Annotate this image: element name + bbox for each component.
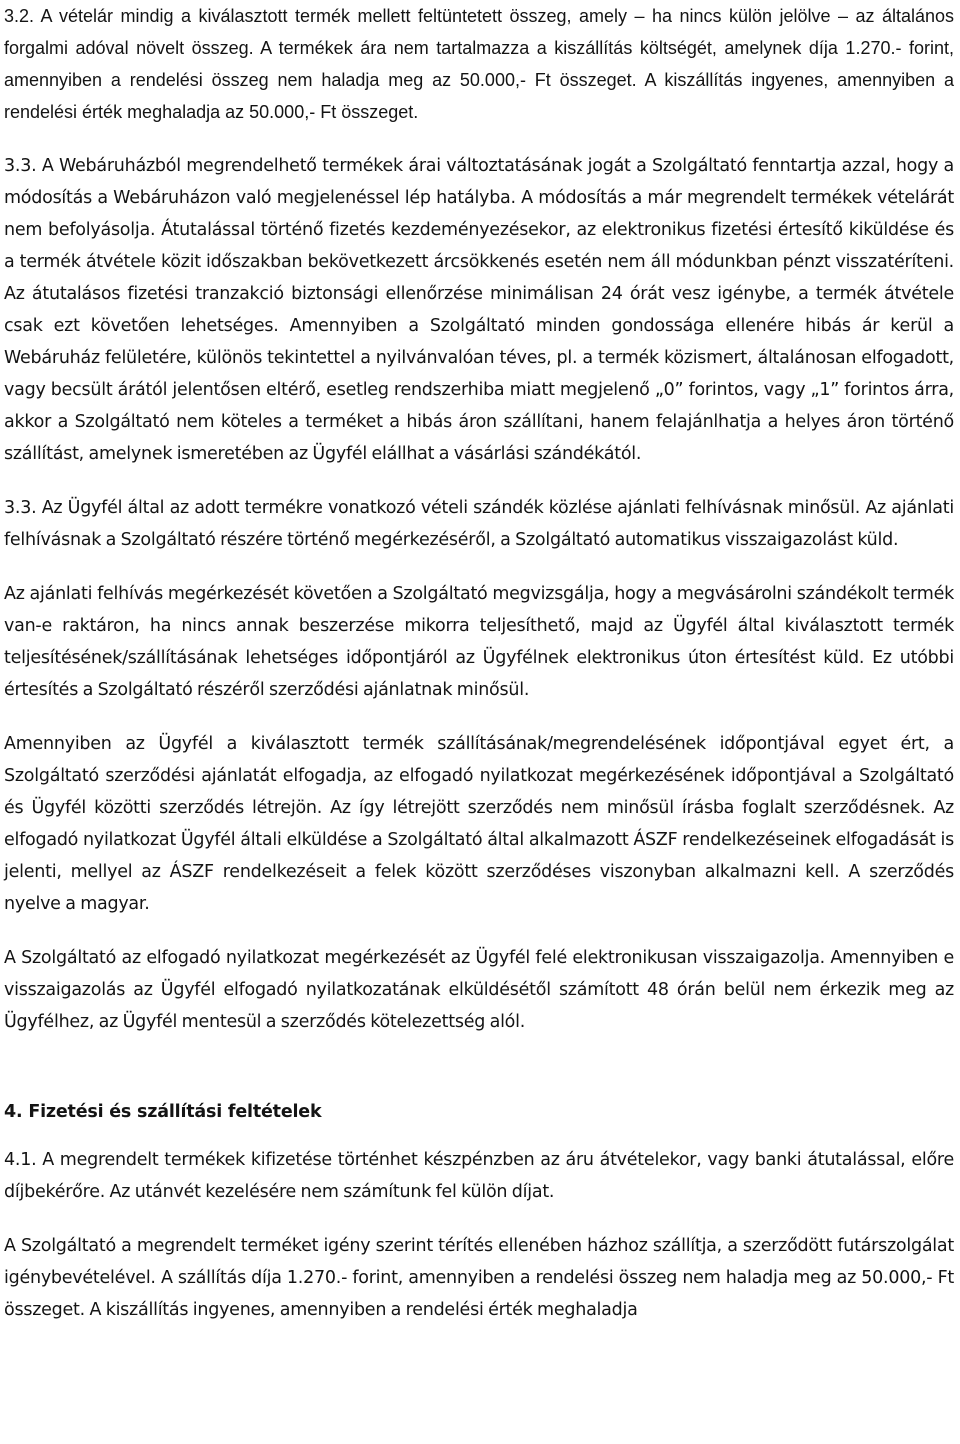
document-page [4, 0, 954, 1326]
paragraph-4-1: 4.1. A megrendelt termékek kifizetése történhet készpénzben az áru átvételekor, vagy banki átutalással, előre díjbekérőre. Az utánvét kezelésére nem számítunk fel külön díjat. [4, 1150, 954, 1202]
paragraph-offer-check: Az ajánlati felhívás megérkezését követően a Szolgáltató megvizsgálja, hogy a megvásárolni szándékolt termék van-e raktáron, ha nincs annak beszerzése mikorra teljesíthető, majd az Ügyfél által kiválasztott termék teljesítésének/szállításának lehetséges időpontjáról az Ügyfélnek elektronikus úton értesítést küld. Ez utóbbi értesítés a Szolgáltató részéről szerződési ajánlatnak minősül. [4, 584, 954, 700]
section-heading-4: 4. Fizetési és szállítási feltételek [4, 1102, 322, 1122]
paragraph-3-2: 3.2. A vételár mindig a kiválasztott termék mellett feltüntetett összeg, amely – ha nincs külön jelölve – az általános forgalmi adóval növelt összeg. A termékek ára nem tartalmazza a kiszállítás költségét, amelynek díja 1.270.- forint, amennyiben a rendelési összeg nem haladja meg az 50.000,- Ft összeget. A kiszállítás ingyenes, amennyiben a rendelési érték meghaladja az 50.000,- Ft összeget. [4, 6, 954, 122]
paragraph-confirmation: A Szolgáltató az elfogadó nyilatkozat megérkezését az Ügyfél felé elektronikusan visszaigazolja. Amennyiben e visszaigazolás az Ügyfél elfogadó nyilatkozatának elküldésétől számított 48 órán belül nem érkezik meg az Ügyfélhez, az Ügyfél mentesül a szerződés kötelezettség alól. [4, 948, 954, 1032]
paragraph-contract-acceptance: Amennyiben az Ügyfél a kiválasztott termék szállításának/megrendelésének időpontjával egyet ért, a Szolgáltató szerződési ajánlatát elfogadja, az elfogadó nyilatkozat megérkezésének időpontjával a Szolgáltató és Ügyfél közötti szerződés létrejön. Az így létrejött szerződés nem minősül írásba foglalt szerződésnek. Az elfogadó nyilatkozat Ügyfél általi elküldése a Szolgáltató által alkalmazott ÁSZF rendelkezéseinek elfogadását is jelenti, mellyel az ÁSZF rendelkezéseit a felek között szerződéses viszonyban alkalmazni kell. A szerződés nyelve a magyar. [4, 734, 954, 914]
paragraph-3-3-price-changes: 3.3. A Webáruházból megrendelhető termékek árai változtatásának jogát a Szolgáltató fenntartja azzal, hogy a módosítás a Webáruházon való megjelenéssel lép hatályba. A módosítás a már megrendelt termékek vételárát nem befolyásolja. Átutalással történő fizetés kezdeményezésekor, az elektronikus fizetési értesítő kiküldése és a termék átvétele közit időszakban bekövetkezett árcsökkenés esetén nem áll módunkban pénzt visszatéríteni. Az átutalásos fizetési tranzakció biztonsági ellenőrzése minimálisan 24 órát vesz igénybe, a termék átvétele csak ezt követően lehetséges. Amennyiben a Szolgáltató minden gondossága ellenére hibás ár kerül a Webáruház felületére, különös tekintettel a nyilvánvalóan téves, pl. a termék közismert, általánosan elfogadott, vagy becsült árától jelentősen eltérő, esetleg rendszerhiba miatt megjelenő „0” forintos, vagy „1” forintos árra, akkor a Szolgáltató nem köteles a terméket a hibás áron szállítani, hanem felajánlhatja a helyes áron történő szállítást, amelynek ismeretében az Ügyfél elállhat a vásárlási szándékától. [4, 156, 954, 464]
paragraph-delivery: A Szolgáltató a megrendelt terméket igény szerint térítés ellenében házhoz szállítja, a szerződött futárszolgálat igénybevételével. A szállítás díja 1.270.- forint, amennyiben a rendelési összeg nem haladja meg az 50.000,- Ft összeget. A kiszállítás ingyenes, amennyiben a rendelési érték meghaladja [4, 1236, 954, 1320]
paragraph-3-3-offer-request: 3.3. Az Ügyfél által az adott termékre vonatkozó vételi szándék közlése ajánlati felhívásnak minősül. Az ajánlati felhívásnak a Szolgáltató részére történő megérkezéséről, a Szolgáltató automatikus visszaigazolást küld. [4, 498, 954, 550]
